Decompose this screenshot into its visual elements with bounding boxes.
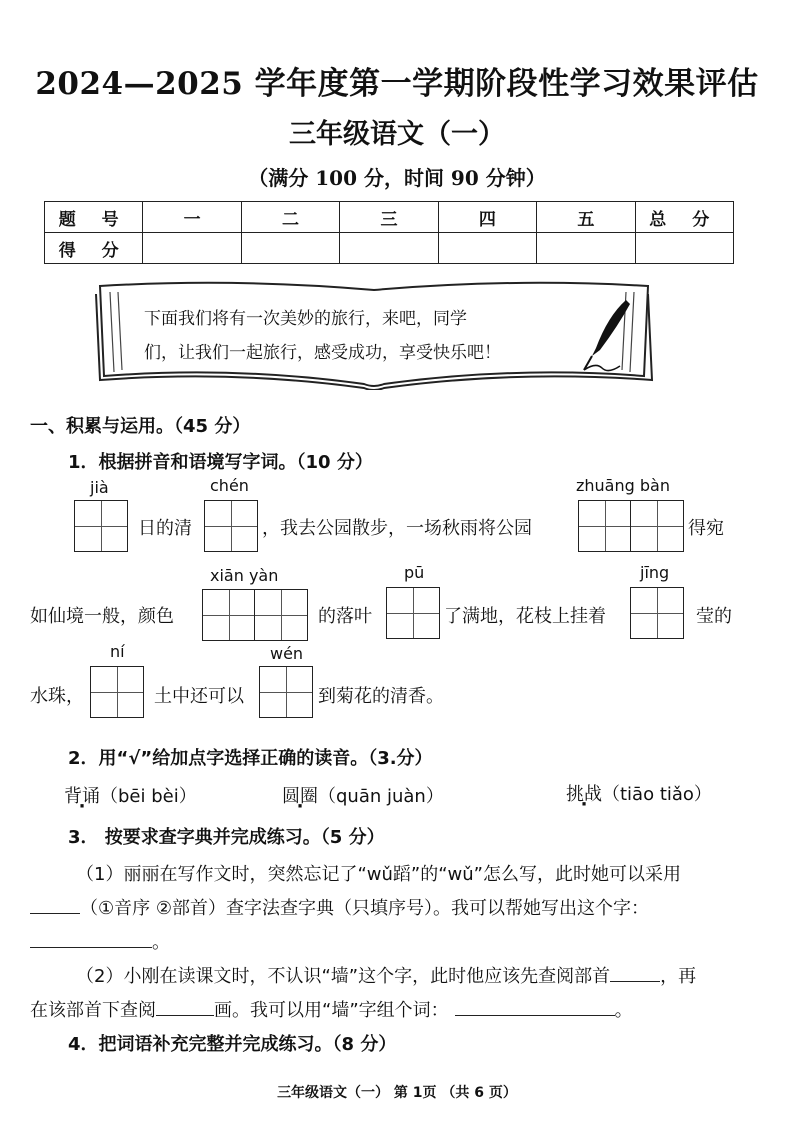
q1-text: 得宛 bbox=[688, 518, 724, 539]
q2-item-2 bbox=[282, 782, 444, 808]
score-cell[interactable] bbox=[340, 233, 438, 264]
score-cell[interactable] bbox=[537, 233, 635, 264]
q2-options-1[interactable]: （bēi bèi） bbox=[100, 786, 197, 807]
score-cell[interactable] bbox=[635, 233, 733, 264]
answer-blank[interactable] bbox=[610, 963, 660, 982]
page-subtitle: 三年级语文（一） bbox=[289, 119, 505, 150]
score-header-3: 三 bbox=[340, 202, 438, 233]
q3-p2-line2 bbox=[30, 996, 633, 1022]
char-box-zhuangban[interactable] bbox=[578, 500, 684, 552]
q1-text: 莹的 bbox=[696, 606, 732, 627]
pinyin-ni: ní bbox=[110, 642, 125, 661]
q3-p1-end-text: 。 bbox=[152, 932, 170, 953]
page-title: 2024—2025 学年度第一学期阶段性学习效果评估 bbox=[35, 66, 759, 102]
pinyin-jia: jià bbox=[90, 478, 109, 497]
score-cell[interactable] bbox=[241, 233, 339, 264]
q1-text: 土中还可以 bbox=[154, 686, 244, 707]
q3-p2-line2b: 画。我可以用“墙”字组个词： bbox=[214, 1000, 449, 1021]
score-table bbox=[44, 201, 734, 264]
full-score-note: （满分 100 分，时间 90 分钟） bbox=[248, 166, 546, 190]
q3-title: 3． 按要求查字典并完成练习。（5 分） bbox=[68, 827, 385, 848]
q1-text: 如仙境一般，颜色 bbox=[30, 606, 174, 627]
q3-p2-end: 。 bbox=[614, 1000, 633, 1021]
answer-blank[interactable] bbox=[30, 929, 152, 948]
char-box-jing[interactable] bbox=[630, 587, 684, 639]
q2-title: 2．用“√”给加点字选择正确的读音。（3.分） bbox=[68, 748, 433, 769]
q2-options-2[interactable]: （quān juàn） bbox=[318, 786, 444, 807]
q1-title: 1．根据拼音和语境写字词。（10 分） bbox=[68, 452, 373, 473]
pinyin-xianyan: xiān yàn bbox=[210, 566, 279, 585]
q1-text: 水珠， bbox=[30, 686, 84, 707]
answer-blank[interactable] bbox=[455, 997, 615, 1016]
pinyin-jing: jīng bbox=[640, 563, 670, 582]
score-header-5: 五 bbox=[537, 202, 635, 233]
score-header-4: 四 bbox=[438, 202, 536, 233]
q4-title: 4．把词语补充完整并完成练习。（8 分） bbox=[68, 1034, 397, 1055]
score-cell[interactable] bbox=[438, 233, 536, 264]
q1-text: 到菊花的清香。 bbox=[318, 686, 444, 707]
char-box-chen[interactable] bbox=[204, 500, 258, 552]
pinyin-zhuangban: zhuāng bàn bbox=[576, 476, 670, 495]
q3-p2-line2a: 在该部首下查阅 bbox=[30, 1000, 156, 1021]
q1-text: ，我去公园散步，一场秋雨将公园 bbox=[262, 518, 532, 539]
char-box-wen[interactable] bbox=[259, 666, 313, 718]
answer-blank[interactable] bbox=[30, 895, 80, 914]
pinyin-chen: chén bbox=[210, 476, 249, 495]
quill-pen-icon bbox=[578, 296, 638, 376]
q3-p1-line2 bbox=[30, 894, 649, 920]
page-footer: 三年级语文（一） 第 1页 （共 6 页） bbox=[277, 1085, 517, 1101]
char-box-jia[interactable] bbox=[74, 500, 128, 552]
score-header-label: 题 号 bbox=[45, 202, 143, 233]
banner-text bbox=[144, 302, 584, 370]
section-1-heading: 一、积累与运用。（45 分） bbox=[30, 416, 251, 437]
banner-line-1: 下面我们将有一次美妙的旅行，来吧，同学 bbox=[144, 309, 467, 329]
answer-blank[interactable] bbox=[156, 997, 214, 1016]
score-header-total: 总 分 bbox=[635, 202, 733, 233]
q3-p2-line1-end: ，再 bbox=[660, 966, 697, 987]
score-header-1: 一 bbox=[143, 202, 241, 233]
q2-item-1 bbox=[64, 782, 197, 808]
q3-p1-line1: （1）丽丽在写作文时，突然忘记了“wǔ蹈”的“wǔ”怎么写，此时她可以采用 bbox=[76, 864, 682, 885]
q2-word-1: 背诵 bbox=[64, 786, 100, 807]
q1-text: 的落叶 bbox=[318, 606, 372, 627]
score-header-2: 二 bbox=[241, 202, 339, 233]
q2-word-2: 圆圈 bbox=[282, 786, 318, 807]
score-cell[interactable] bbox=[143, 233, 241, 264]
q1-text: 了满地，花枝上挂着 bbox=[444, 606, 606, 627]
q1-text: 日的清 bbox=[138, 518, 192, 539]
banner-line-2: 们，让我们一起旅行，感受成功，享受快乐吧！ bbox=[144, 343, 501, 363]
q3-p2-line1 bbox=[76, 962, 696, 988]
score-table-header-row bbox=[45, 202, 734, 233]
q2-item-3 bbox=[566, 780, 712, 806]
char-box-ni[interactable] bbox=[90, 666, 144, 718]
char-box-xianyan[interactable] bbox=[202, 589, 308, 641]
q3-p2-line1-text: （2）小刚在读课文时，不认识“墙”这个字，此时他应该先查阅部首 bbox=[76, 966, 611, 987]
score-row-label: 得 分 bbox=[45, 233, 143, 264]
q3-p1-end bbox=[30, 928, 170, 954]
q2-word-3: 挑战 bbox=[566, 784, 602, 805]
q3-p1-line2-text: （①音序 ②部首）查字法查字典（只填序号）。我可以帮她写出这个字： bbox=[80, 898, 649, 919]
pinyin-pu: pū bbox=[404, 563, 425, 582]
q2-options-3[interactable]: （tiāo tiǎo） bbox=[602, 784, 712, 805]
char-box-pu[interactable] bbox=[386, 587, 440, 639]
pinyin-wen: wén bbox=[270, 644, 304, 663]
score-table-score-row bbox=[45, 233, 734, 264]
